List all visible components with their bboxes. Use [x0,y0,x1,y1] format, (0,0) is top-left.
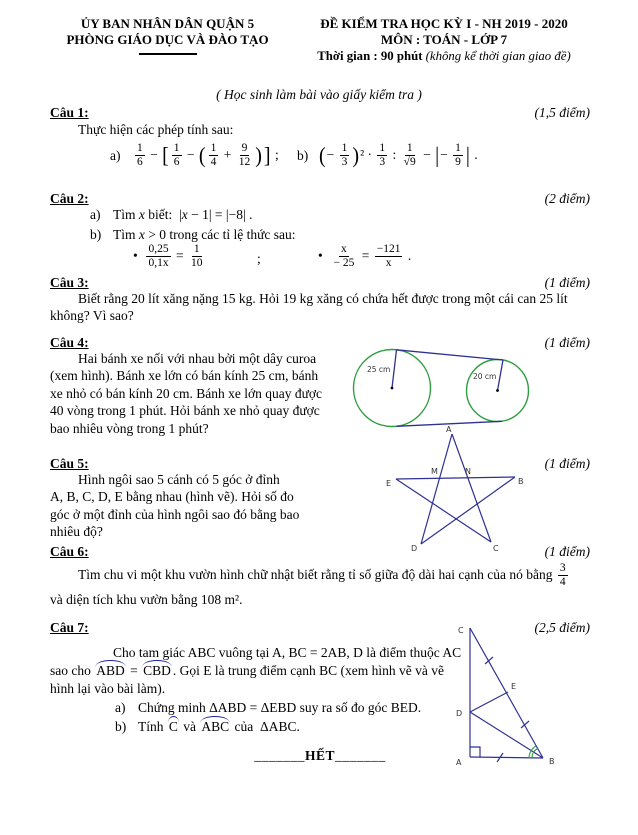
q7-text-line3: hình lại vào bài làm). [50,681,166,696]
q7-text-line1: Cho tam giác ABC vuông tại A, BC = 2AB, D là điểm thuộc AC [113,645,462,660]
student-note: ( Học sinh làm bài vào giấy kiểm tra ) [216,87,422,102]
q7a-label: a) [115,700,126,715]
header-left [55,16,280,55]
q7-label: Câu 7: [50,620,89,635]
pulley-belt-diagram [345,341,555,436]
q3-text-line2: không? Vì sao? [50,308,134,323]
q6-label: Câu 6: [50,544,89,559]
q2-proportion-1: • $\frac{0,25}{0,1x}$ = $\frac{1}{10}$ [133,243,203,270]
q1-heading [50,105,590,122]
exam-subject: MÔN : TOÁN - LỚP 7 [380,32,508,48]
star-edge-AC [452,434,491,542]
end-marker-text: HẾT [304,748,335,763]
triangle-lines [470,628,543,762]
q4-line: Hai bánh xe nối với nhau bởi một dây curoa [78,351,317,366]
q6-points: (1 điểm) [544,544,590,559]
q2a-text: Tìm x biết: | x − 1| = |−8| . [113,207,253,222]
star-vertex-C-label: C [493,544,499,553]
end-marker-pre: _______ [254,748,305,763]
star-point-M-label: M [431,467,438,476]
star-point-N-label: N [465,467,471,476]
q4-line: (xem hình). Bánh xe lớn có bán kính 25 cm, bánh [50,368,319,384]
end-marker [50,748,590,765]
q4-line: xe nhỏ có bán kính 20 cm. Bánh xe lớn quay được [50,385,323,401]
q1-points: (1,5 điểm) [534,105,590,120]
q2-proportion-2: • $\frac{x}{- 25}$ = $\frac{-121}{x}$ . [318,243,412,270]
right-triangle-diagram [450,617,565,769]
org-name-line1: ỦY BAN NHÂN DÂN QUẬN 5 [80,16,255,31]
q7-points: (2,5 điểm) [534,620,590,635]
q2-heading [50,191,590,208]
end-marker-post: _______ [335,748,386,763]
triangle-point-D-label: D [456,709,463,718]
q4-label: Câu 4: [50,335,89,350]
q7a-text: Chứng minh ΔABD = ΔEBD suy ra số đo góc BED. [138,700,422,715]
q4-text [50,351,360,438]
q3-label: Câu 3: [50,275,89,290]
q5-points: (1 điểm) [544,456,590,471]
q5-line: nhiêu độ? [50,524,103,540]
star-vertex-D-label: D [411,544,418,553]
q6-text-line2: và diện tích khu vườn bằng 108 m². [50,592,243,607]
q7b-label: b) [115,719,127,734]
q3-heading [50,275,590,292]
q5-line: Hình ngôi sao 5 cánh có 5 góc ở đỉnh [78,472,280,487]
q5-line: góc ở một đỉnh của hình ngôi sao đó bằng bao [50,506,300,522]
q2a-label: a) [90,207,101,222]
q6-heading [50,544,590,561]
duration-italic: (không kể thời gian giao đề) [425,48,571,63]
star-edge-BD [421,477,515,544]
org-name-line2: PHÒNG GIÁO DỤC VÀ ĐÀO TẠO [66,32,269,48]
small-wheel-radius-label: 20 cm [473,372,497,381]
triangle-vertex-C-label: C [458,626,464,635]
q4-points: (1 điểm) [544,335,590,350]
big-wheel-radius-label: 25 cm [367,365,391,374]
star-edge-CE [396,479,491,542]
q2-label: Câu 2: [50,191,89,206]
q5-label: Câu 5: [50,456,89,471]
q5-line: A, B, C, D, E bằng nhau (hình vẽ). Hỏi số đo [50,489,294,505]
star-vertex-B-label: B [518,477,524,486]
star-lines [396,434,515,544]
star-vertex-A-label: A [446,425,452,434]
q1a-expression: $\frac{1}{6}$ − [ $\frac{1}{6}$ − ( $\frac{1}{4}$ + $\frac{9}{12}$ ) ] ; [137,142,279,169]
big-wheel-radius-line [392,350,397,388]
q7b-text: Tính C và ABC của ΔABC. [138,719,300,734]
q1a-label: a) [110,148,121,163]
segment-DE [470,692,508,712]
q3-text-line1: Biết rằng 20 lít xăng nặng 15 kg. Hỏi 19 kg xăng có chứa hết được trong một cái can 25 lít [78,291,568,306]
q6-text-line1: Tìm chu vi một khu vườn hình chữ nhật biết rằng tỉ số giữa độ dài hai cạnh của nó bằng $\frac{3}{4}$ [78,562,566,589]
q2-points: (2 điểm) [544,191,590,206]
q2b-text: Tìm x > 0 trong các tỉ lệ thức sau: [113,227,296,242]
big-wheel-center-dot [391,387,394,390]
triangle-vertex-A-label: A [456,758,462,767]
header-right [298,16,590,64]
star-edge-EB [396,477,515,479]
triangle-vertex-B-label: B [549,757,555,766]
q4-line: bao nhiêu vòng trong 1 phút? [50,420,209,436]
q3-points: (1 điểm) [544,275,590,290]
triangle-point-E-label: E [511,682,517,691]
q7-text-line2: sao cho ABD = CBD . Gọi E là trung điểm cạnh BC (xem hình vẽ và vẽ [50,663,444,678]
q1-intro: Thực hiện các phép tính sau: [78,122,234,137]
q2b-label: b) [90,227,102,242]
duration-bold: Thời gian : 90 phút [317,48,426,63]
exam-duration [298,49,590,65]
q1b-expression: ( − $\frac{1}{3}$ ) ² · $\frac{1}{3}$ : $\frac{1}{√9}$ − | − $\frac{1}{9}$ | . [319,142,478,169]
star-vertex-E-label: E [386,479,392,488]
q1b-label: b) [297,148,309,163]
five-point-star-diagram [385,424,527,558]
exam-title: ĐỀ KIỂM TRA HỌC KỲ I - NH 2019 - 2020 [320,16,568,31]
small-wheel-center-dot [496,389,499,392]
q1-label: Câu 1: [50,105,89,120]
small-wheel-radius-line [498,360,504,391]
q4-line: 40 vòng trong 1 phút. Hỏi bánh xe nhỏ quay được [50,403,320,419]
star-edge-DA [421,434,452,544]
q2-separator: ; [257,251,261,266]
q5-text [50,472,365,542]
header-rule [139,53,197,55]
